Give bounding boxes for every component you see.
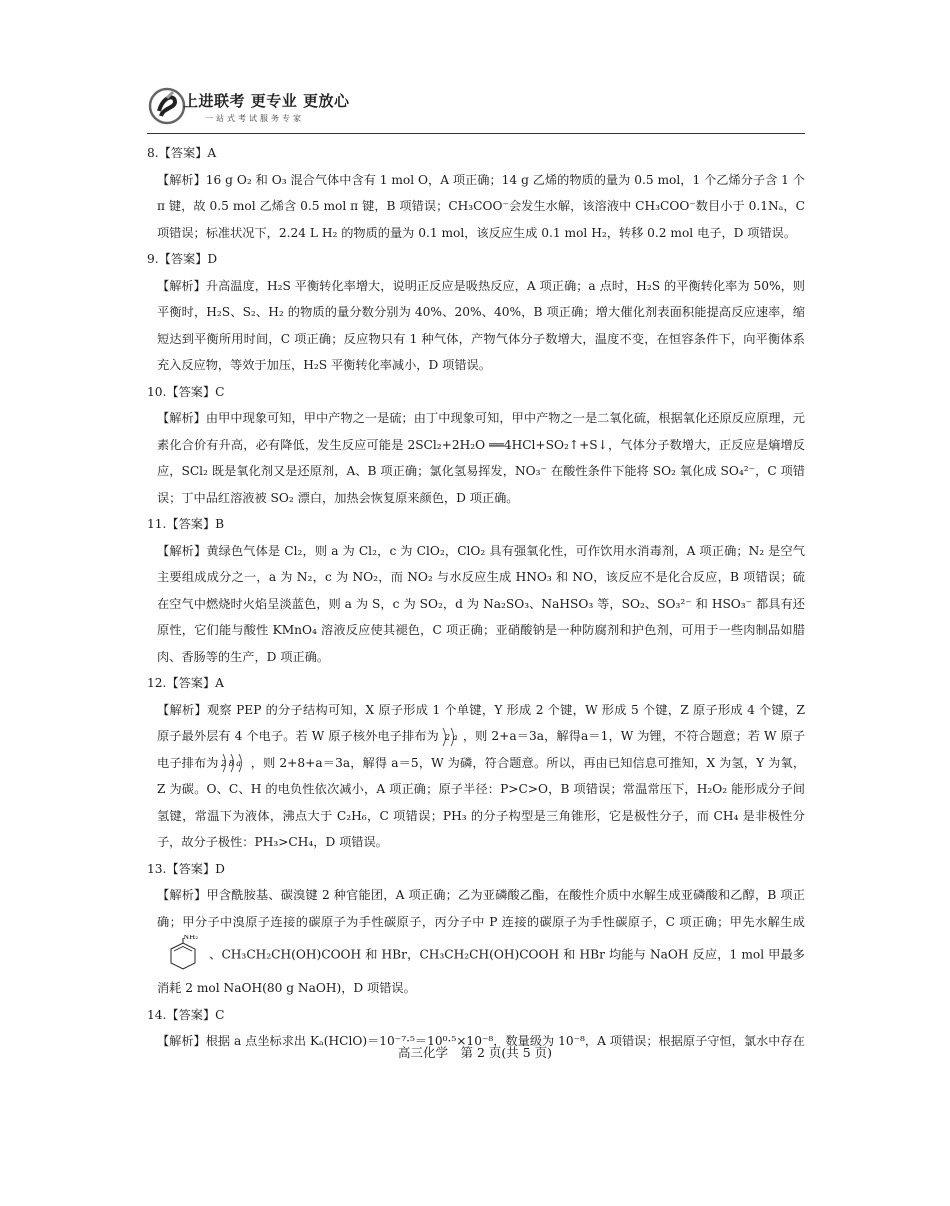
- question-13: [147, 856, 805, 1002]
- answer-14: 14.【答案】C: [147, 1007, 225, 1022]
- aniline-structure-icon: [157, 935, 209, 975]
- question-10: [147, 379, 805, 512]
- electron-shell-diagram-1: [439, 726, 463, 748]
- explanation-12-part-3: ，则 2+8+a＝3a，解得 a＝5，W 为磷，符合题意。所以，再由已知信息可推知，X 为氢，Y 为氧，Z 为碳。O、C、H 的电负性依次减小，A 项正确；原子半径：P>C>O，B 项错误；常温常压下，H₂O₂ 能形成分子间氢键，常温下为液体，沸点大于 C₂H₆，C 项错误；PH₃ 的分子构型是三角锥形，它是极性分子，而 CH₄ 是非极性分子，故分子极性：PH₃>CH₄，D 项错误。: [157, 755, 806, 849]
- answer-8: 8.【答案】A: [147, 146, 217, 160]
- answer-content: [147, 140, 805, 1055]
- question-12: [147, 670, 805, 856]
- explanation-13-part-2: 、CH₃CH₂CH(OH)COOH 和 HBr，CH₃CH₂CH(OH)COOH 和 HBr 均能与 NaOH 反应，1 mol 甲最多消耗 2 mol NaOH(80 g NaOH)，D 项错误。: [157, 947, 805, 995]
- question-11: [147, 511, 805, 670]
- explanation-12-part-2: ，则 2+a＝3a，解得a＝1，W 为锂，不符合题意；若 W 原子电子排布为: [157, 729, 806, 770]
- answer-11: 11.【答案】B: [147, 517, 225, 531]
- explanation-10: 【解析】由甲中现象可知，甲中产物之一是硫；由丁中现象可知，甲中产物之一是二氧化硫，根据氧化还原反应原理，元素化合价有升高，必有降低，发生反应可能是 2SCl₂+2H₂O ══4HCl+SO₂↑+S↓，气体分子数增大，正反应是熵增反应，SCl₂ 既是氧化剂又是还原剂，A、B 项正确；氯化氢易挥发，NO₃⁻ 在酸性条件下能将 SO₂ 氧化成 SO₄²⁻，C 项错误；丁中品红溶液被 SO₂ 漂白，加热会恢复原来颜色，D 项正确。: [157, 411, 805, 505]
- header-rule: [147, 133, 805, 134]
- explanation-12-part-1: 【解析】观察 PEP 的分子结构可知，X 原子形成 1 个单键，Y 形成 2 个键，W 形成 5 个键，Z 原子形成 4 个键，Z 原子最外层有 4 个电子。若 W 原子核外电子排布为: [157, 702, 805, 743]
- explanation-11: 【解析】黄绿色气体是 Cl₂，则 a 为 Cl₂，c 为 ClO₂，ClO₂ 具有强氧化性，可作饮用水消毒剂，A 项正确；N₂ 是空气主要组成成分之一，a 为 N₂，c 为 NO₂，而 NO₂ 与水反应生成 HNO₃ 和 NO，该反应不是化合反应，B 项错误；硫在空气中燃烧时火焰呈淡蓝色，则 a 为 S，c 为 SO₂，d 为 Na₂SO₃、NaHSO₃ 等，SO₂、SO₃²⁻ 和 HSO₃⁻ 都具有还原性，它们能与酸性 KMnO₄ 溶液反应使其褪色，C 项正确；亚硝酸钠是一种防腐剂和护色剂，可用于一些肉制品如腊肉、香肠等的生产，D 项正确。: [157, 543, 805, 664]
- brand-tagline: 一站式考试服务专家: [205, 114, 304, 123]
- answer-9: 9.【答案】D: [147, 252, 218, 266]
- nh2-label: NH₂: [183, 935, 199, 941]
- answer-13: 13.【答案】D: [147, 861, 225, 876]
- question-8: [147, 140, 805, 246]
- shell-1-label: 2 a: [444, 732, 458, 742]
- explanation-9: 【解析】升高温度，H₂S 平衡转化率增大，说明正反应是吸热反应，A 项正确；a 点时，H₂S 的平衡转化率为 50%，则平衡时，H₂S、S₂、H₂ 的物质的量分数分别为 40%、20%、40%，B 项正确；增大催化剂表面积能提高反应速率，缩短达到平衡所用时间，C 项正确；反应物只有 1 种气体，产物气体分子数增大，温度不变，在恒容条件下，向平衡体系充入反应物，等效于加压，H₂S 平衡转化率减小，D 项错误。: [157, 278, 805, 372]
- logo-icon: [147, 86, 187, 126]
- explanation-13-part-1: 【解析】甲含酰胺基、碳溴键 2 种官能团，A 项正确；乙为亚磷酸乙酯，在酸性介质中水解生成亚磷酸和乙醇，B 项正确；甲分子中溴原子连接的碳原子为手性碳原子，丙分子中 P 连接的碳原子为手性碳原子，C 项正确；甲先水解生成: [157, 888, 805, 929]
- page-header: [147, 86, 807, 134]
- explanation-14: 【解析】根据 a 点坐标求出 Kₐ(HClO)＝10⁻⁷·⁵＝10⁰·⁵×10⁻⁸，数量级为 10⁻⁸，A 项错误；根据原子守恒，氯水中存在: [157, 1034, 805, 1048]
- explanation-13: [157, 882, 805, 1002]
- explanation-8: 【解析】16 g O₂ 和 O₃ 混合气体中含有 1 mol O，A 项正确；14 g 乙烯的物质的量为 0.5 mol，1 个乙烯分子含 1 个 π 键，故 0.5 mol 乙烯含 0.5 mol π 键，B 项错误；CH₃COO⁻会发生水解，该溶液中 CH₃COO⁻数目小于 0.1Nₐ，C 项错误；标准状况下，2.24 L H₂ 的物质的量为 0.1 mol，该反应生成 0.1 mol H₂，转移 0.2 mol 电子，D 项错误。: [157, 172, 805, 240]
- page-footer: 高三化学 第 2 页(共 5 页): [397, 1045, 553, 1060]
- question-9: [147, 246, 805, 379]
- explanation-12: [157, 697, 805, 856]
- answer-10: 10.【答案】C: [147, 384, 225, 399]
- answer-12: 12.【答案】A: [147, 676, 224, 690]
- brand-slogan: 上进联考 更专业 更放心: [183, 92, 350, 110]
- electron-shell-diagram-2: [219, 752, 251, 774]
- shell-2-label: 2 8 a: [220, 759, 241, 768]
